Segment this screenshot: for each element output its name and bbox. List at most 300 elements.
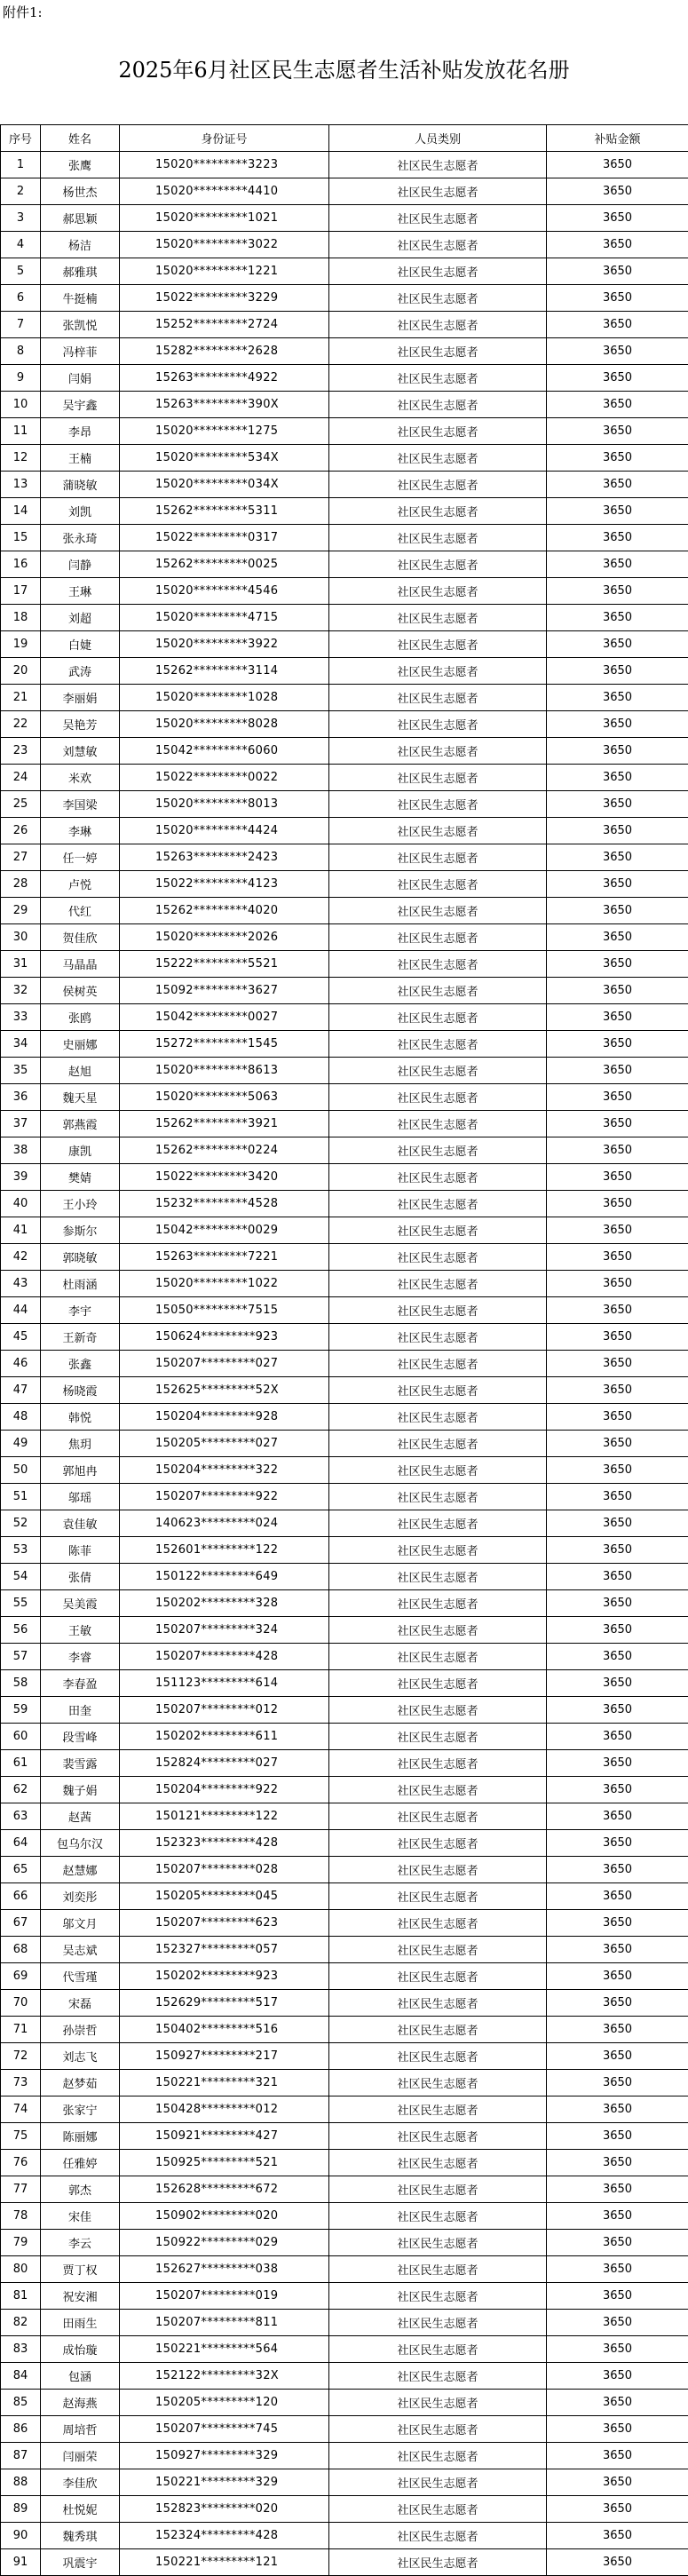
cell-id-number: 150202*********328 (120, 1590, 329, 1617)
cell-name: 魏子娟 (41, 1777, 120, 1803)
cell-id-number: 15022*********3229 (120, 285, 329, 312)
cell-index: 5 (1, 258, 41, 285)
cell-index: 8 (1, 338, 41, 365)
cell-index: 25 (1, 791, 41, 818)
cell-amount: 3650 (547, 1457, 688, 1484)
cell-name: 刘志飞 (41, 2043, 120, 2070)
cell-index: 78 (1, 2203, 41, 2230)
cell-category: 社区民生志愿者 (329, 738, 547, 765)
cell-id-number: 150204*********922 (120, 1777, 329, 1803)
cell-category: 社区民生志愿者 (329, 1351, 547, 1377)
table-row (1, 2549, 688, 2576)
table-row (1, 1883, 688, 1910)
cell-id-number: 150207*********027 (120, 1351, 329, 1377)
header-category: 人员类别 (329, 125, 547, 152)
table-row (1, 1803, 688, 1830)
cell-name: 代红 (41, 898, 120, 924)
cell-name: 宋磊 (41, 1990, 120, 2017)
cell-id-number: 15282*********2628 (120, 338, 329, 365)
cell-amount: 3650 (547, 711, 688, 738)
cell-index: 72 (1, 2043, 41, 2070)
header-amount: 补贴金额 (547, 125, 688, 152)
table-row (1, 871, 688, 898)
cell-id-number: 15262*********0025 (120, 551, 329, 578)
cell-name: 郝雅琪 (41, 258, 120, 285)
cell-index: 67 (1, 1910, 41, 1937)
cell-index: 4 (1, 232, 41, 258)
cell-amount: 3650 (547, 978, 688, 1004)
cell-name: 李宇 (41, 1297, 120, 1324)
table-row (1, 2443, 688, 2469)
cell-amount: 3650 (547, 445, 688, 472)
cell-category: 社区民生志愿者 (329, 2416, 547, 2443)
table-row (1, 1351, 688, 1377)
table-row (1, 2123, 688, 2150)
cell-amount: 3650 (547, 551, 688, 578)
cell-index: 44 (1, 1297, 41, 1324)
cell-amount: 3650 (547, 2203, 688, 2230)
cell-category: 社区民生志愿者 (329, 898, 547, 924)
cell-id-number: 15020*********034X (120, 472, 329, 498)
cell-id-number: 15020*********3223 (120, 152, 329, 178)
cell-id-number: 15020*********2026 (120, 924, 329, 951)
cell-name: 成怡璇 (41, 2336, 120, 2363)
cell-index: 48 (1, 1404, 41, 1431)
cell-id-number: 150207*********745 (120, 2416, 329, 2443)
cell-index: 89 (1, 2496, 41, 2523)
cell-category: 社区民生志愿者 (329, 1670, 547, 1697)
cell-index: 54 (1, 1564, 41, 1590)
cell-name: 马晶晶 (41, 951, 120, 978)
cell-id-number: 15042*********0027 (120, 1004, 329, 1031)
cell-category: 社区民生志愿者 (329, 1431, 547, 1457)
table-row (1, 2256, 688, 2283)
cell-name: 陈丽娜 (41, 2123, 120, 2150)
cell-index: 1 (1, 152, 41, 178)
cell-index: 2 (1, 178, 41, 205)
cell-id-number: 15020*********4424 (120, 818, 329, 844)
cell-name: 吴艳芳 (41, 711, 120, 738)
cell-name: 郭晓敏 (41, 1244, 120, 1271)
cell-index: 66 (1, 1883, 41, 1910)
cell-index: 37 (1, 1111, 41, 1137)
cell-amount: 3650 (547, 871, 688, 898)
cell-index: 74 (1, 2096, 41, 2123)
cell-category: 社区民生志愿者 (329, 2523, 547, 2549)
cell-amount: 3650 (547, 205, 688, 232)
cell-amount: 3650 (547, 338, 688, 365)
cell-name: 王琳 (41, 578, 120, 605)
cell-amount: 3650 (547, 2176, 688, 2203)
cell-name: 赵茜 (41, 1803, 120, 1830)
cell-id-number: 15263*********390X (120, 392, 329, 418)
table-row (1, 1404, 688, 1431)
table-row (1, 1537, 688, 1564)
cell-index: 68 (1, 1937, 41, 1963)
cell-category: 社区民生志愿者 (329, 1937, 547, 1963)
cell-category: 社区民生志愿者 (329, 152, 547, 178)
cell-category: 社区民生志愿者 (329, 1963, 547, 1990)
cell-id-number: 150902*********020 (120, 2203, 329, 2230)
table-row (1, 1058, 688, 1084)
cell-name: 陈菲 (41, 1537, 120, 1564)
table-row (1, 2150, 688, 2176)
cell-id-number: 15020*********1022 (120, 1271, 329, 1297)
cell-category: 社区民生志愿者 (329, 2150, 547, 2176)
cell-index: 61 (1, 1750, 41, 1777)
table-row (1, 1004, 688, 1031)
cell-name: 赵海燕 (41, 2390, 120, 2416)
cell-amount: 3650 (547, 525, 688, 551)
cell-id-number: 15020*********3022 (120, 232, 329, 258)
cell-id-number: 15020*********1021 (120, 205, 329, 232)
cell-index: 19 (1, 631, 41, 658)
table-row (1, 2043, 688, 2070)
table-row (1, 1750, 688, 1777)
cell-name: 闫静 (41, 551, 120, 578)
cell-id-number: 150207*********028 (120, 1857, 329, 1883)
cell-amount: 3650 (547, 1164, 688, 1191)
cell-amount: 3650 (547, 2469, 688, 2496)
cell-category: 社区民生志愿者 (329, 365, 547, 392)
table-header-row (1, 125, 688, 152)
cell-amount: 3650 (547, 2043, 688, 2070)
table-row (1, 551, 688, 578)
cell-category: 社区民生志愿者 (329, 392, 547, 418)
cell-name: 张凯悦 (41, 312, 120, 338)
cell-name: 康凯 (41, 1137, 120, 1164)
cell-id-number: 15262*********4020 (120, 898, 329, 924)
cell-amount: 3650 (547, 1431, 688, 1457)
cell-index: 69 (1, 1963, 41, 1990)
cell-id-number: 15042*********0029 (120, 1217, 329, 1244)
cell-amount: 3650 (547, 2283, 688, 2310)
cell-amount: 3650 (547, 285, 688, 312)
cell-amount: 3650 (547, 365, 688, 392)
cell-id-number: 15263*********7221 (120, 1244, 329, 1271)
cell-category: 社区民生志愿者 (329, 1830, 547, 1857)
cell-index: 77 (1, 2176, 41, 2203)
cell-index: 79 (1, 2230, 41, 2256)
cell-amount: 3650 (547, 1244, 688, 1271)
cell-name: 段雪峰 (41, 1724, 120, 1750)
table-row (1, 844, 688, 871)
cell-id-number: 152823*********020 (120, 2496, 329, 2523)
table-row (1, 1457, 688, 1484)
cell-amount: 3650 (547, 2123, 688, 2150)
cell-name: 贾丁权 (41, 2256, 120, 2283)
cell-id-number: 152824*********027 (120, 1750, 329, 1777)
cell-name: 巩震宇 (41, 2549, 120, 2576)
cell-amount: 3650 (547, 2310, 688, 2336)
cell-category: 社区民生志愿者 (329, 1724, 547, 1750)
cell-index: 9 (1, 365, 41, 392)
table-row (1, 445, 688, 472)
table-row (1, 631, 688, 658)
table-row (1, 791, 688, 818)
cell-index: 85 (1, 2390, 41, 2416)
table-row (1, 1084, 688, 1111)
cell-amount: 3650 (547, 2096, 688, 2123)
cell-index: 17 (1, 578, 41, 605)
cell-index: 47 (1, 1377, 41, 1404)
cell-category: 社区民生志愿者 (329, 1377, 547, 1404)
cell-name: 吴志斌 (41, 1937, 120, 1963)
cell-id-number: 15222*********5521 (120, 951, 329, 978)
cell-id-number: 152628*********672 (120, 2176, 329, 2203)
cell-index: 56 (1, 1617, 41, 1644)
cell-category: 社区民生志愿者 (329, 498, 547, 525)
cell-id-number: 150221*********564 (120, 2336, 329, 2363)
cell-id-number: 150927*********217 (120, 2043, 329, 2070)
cell-category: 社区民生志愿者 (329, 338, 547, 365)
cell-id-number: 150205*********120 (120, 2390, 329, 2416)
cell-category: 社区民生志愿者 (329, 2043, 547, 2070)
cell-name: 邬文月 (41, 1910, 120, 1937)
cell-index: 33 (1, 1004, 41, 1031)
cell-id-number: 150207*********428 (120, 1644, 329, 1670)
cell-amount: 3650 (547, 1004, 688, 1031)
cell-index: 86 (1, 2416, 41, 2443)
cell-index: 32 (1, 978, 41, 1004)
table-row (1, 685, 688, 711)
cell-index: 27 (1, 844, 41, 871)
cell-amount: 3650 (547, 1883, 688, 1910)
table-row (1, 338, 688, 365)
cell-category: 社区民生志愿者 (329, 1750, 547, 1777)
cell-name: 杨洁 (41, 232, 120, 258)
cell-id-number: 152625*********52X (120, 1377, 329, 1404)
cell-id-number: 15020*********4546 (120, 578, 329, 605)
cell-category: 社区民生志愿者 (329, 1191, 547, 1217)
cell-amount: 3650 (547, 1271, 688, 1297)
cell-name: 樊婧 (41, 1164, 120, 1191)
cell-name: 周培哲 (41, 2416, 120, 2443)
cell-amount: 3650 (547, 818, 688, 844)
cell-index: 83 (1, 2336, 41, 2363)
cell-amount: 3650 (547, 1377, 688, 1404)
cell-name: 代雪瑾 (41, 1963, 120, 1990)
cell-index: 20 (1, 658, 41, 685)
cell-id-number: 15022*********0022 (120, 765, 329, 791)
cell-category: 社区民生志愿者 (329, 1271, 547, 1297)
table-row (1, 232, 688, 258)
cell-index: 6 (1, 285, 41, 312)
cell-id-number: 140623*********024 (120, 1510, 329, 1537)
cell-index: 12 (1, 445, 41, 472)
table-row (1, 1244, 688, 1271)
cell-category: 社区民生志愿者 (329, 711, 547, 738)
cell-id-number: 150207*********811 (120, 2310, 329, 2336)
cell-id-number: 15022*********0317 (120, 525, 329, 551)
cell-category: 社区民生志愿者 (329, 178, 547, 205)
cell-amount: 3650 (547, 2443, 688, 2469)
table-row (1, 2496, 688, 2523)
cell-index: 76 (1, 2150, 41, 2176)
cell-index: 58 (1, 1670, 41, 1697)
cell-index: 81 (1, 2283, 41, 2310)
cell-index: 57 (1, 1644, 41, 1670)
cell-index: 14 (1, 498, 41, 525)
cell-name: 冯梓菲 (41, 338, 120, 365)
cell-id-number: 150122*********649 (120, 1564, 329, 1590)
cell-index: 16 (1, 551, 41, 578)
cell-category: 社区民生志愿者 (329, 658, 547, 685)
table-row (1, 2390, 688, 2416)
table-row (1, 205, 688, 232)
table-row (1, 1990, 688, 2017)
cell-name: 郭杰 (41, 2176, 120, 2203)
cell-amount: 3650 (547, 2549, 688, 2576)
table-row (1, 392, 688, 418)
cell-amount: 3650 (547, 258, 688, 285)
cell-amount: 3650 (547, 1564, 688, 1590)
cell-name: 牛挺楠 (41, 285, 120, 312)
cell-category: 社区民生志愿者 (329, 2230, 547, 2256)
cell-category: 社区民生志愿者 (329, 1217, 547, 1244)
cell-id-number: 15020*********1221 (120, 258, 329, 285)
cell-amount: 3650 (547, 1724, 688, 1750)
table-row (1, 1777, 688, 1803)
cell-amount: 3650 (547, 658, 688, 685)
cell-amount: 3650 (547, 1404, 688, 1431)
cell-amount: 3650 (547, 1857, 688, 1883)
cell-amount: 3650 (547, 1750, 688, 1777)
cell-name: 任一婷 (41, 844, 120, 871)
cell-amount: 3650 (547, 1484, 688, 1510)
cell-name: 白婕 (41, 631, 120, 658)
cell-category: 社区民生志愿者 (329, 1137, 547, 1164)
cell-id-number: 152327*********057 (120, 1937, 329, 1963)
cell-category: 社区民生志愿者 (329, 1644, 547, 1670)
cell-amount: 3650 (547, 312, 688, 338)
cell-id-number: 150202*********611 (120, 1724, 329, 1750)
table-row (1, 1324, 688, 1351)
table-row (1, 1564, 688, 1590)
cell-index: 55 (1, 1590, 41, 1617)
cell-id-number: 152629*********517 (120, 1990, 329, 2017)
cell-category: 社区民生志愿者 (329, 1537, 547, 1564)
cell-category: 社区民生志愿者 (329, 685, 547, 711)
cell-amount: 3650 (547, 1697, 688, 1724)
cell-category: 社区民生志愿者 (329, 1777, 547, 1803)
table-row (1, 1191, 688, 1217)
cell-index: 90 (1, 2523, 41, 2549)
cell-category: 社区民生志愿者 (329, 1697, 547, 1724)
cell-amount: 3650 (547, 2523, 688, 2549)
cell-name: 魏秀琪 (41, 2523, 120, 2549)
cell-amount: 3650 (547, 738, 688, 765)
cell-category: 社区民生志愿者 (329, 258, 547, 285)
table-row (1, 2310, 688, 2336)
cell-id-number: 15020*********534X (120, 445, 329, 472)
cell-amount: 3650 (547, 2256, 688, 2283)
cell-name: 蒲晓敏 (41, 472, 120, 498)
cell-category: 社区民生志愿者 (329, 1164, 547, 1191)
cell-category: 社区民生志愿者 (329, 445, 547, 472)
table-row (1, 498, 688, 525)
cell-index: 39 (1, 1164, 41, 1191)
cell-id-number: 150204*********322 (120, 1457, 329, 1484)
cell-name: 王敏 (41, 1617, 120, 1644)
cell-index: 50 (1, 1457, 41, 1484)
cell-amount: 3650 (547, 1031, 688, 1058)
cell-index: 63 (1, 1803, 41, 1830)
table-row (1, 1271, 688, 1297)
cell-name: 张家宁 (41, 2096, 120, 2123)
cell-name: 参斯尔 (41, 1217, 120, 1244)
cell-index: 59 (1, 1697, 41, 1724)
cell-name: 焦玥 (41, 1431, 120, 1457)
attachment-label: 附件1: (3, 4, 43, 20)
cell-name: 王新奇 (41, 1324, 120, 1351)
cell-index: 49 (1, 1431, 41, 1457)
cell-id-number: 15263*********4922 (120, 365, 329, 392)
cell-category: 社区民生志愿者 (329, 1084, 547, 1111)
cell-amount: 3650 (547, 1803, 688, 1830)
cell-name: 米欢 (41, 765, 120, 791)
cell-name: 杨晓霞 (41, 1377, 120, 1404)
cell-index: 71 (1, 2017, 41, 2043)
cell-name: 张鹰 (41, 152, 120, 178)
cell-index: 36 (1, 1084, 41, 1111)
table-row (1, 1724, 688, 1750)
cell-category: 社区民生志愿者 (329, 2176, 547, 2203)
cell-amount: 3650 (547, 178, 688, 205)
table-row (1, 258, 688, 285)
cell-amount: 3650 (547, 1617, 688, 1644)
cell-amount: 3650 (547, 2390, 688, 2416)
table-row (1, 2096, 688, 2123)
cell-amount: 3650 (547, 1137, 688, 1164)
cell-category: 社区民生志愿者 (329, 1590, 547, 1617)
cell-index: 40 (1, 1191, 41, 1217)
table-row (1, 312, 688, 338)
cell-amount: 3650 (547, 2230, 688, 2256)
cell-index: 29 (1, 898, 41, 924)
cell-amount: 3650 (547, 1297, 688, 1324)
table-row (1, 2363, 688, 2390)
cell-name: 闫娟 (41, 365, 120, 392)
cell-name: 李昂 (41, 418, 120, 445)
cell-category: 社区民生志愿者 (329, 2336, 547, 2363)
cell-amount: 3650 (547, 1937, 688, 1963)
cell-amount: 3650 (547, 498, 688, 525)
cell-index: 23 (1, 738, 41, 765)
cell-category: 社区民生志愿者 (329, 1058, 547, 1084)
cell-name: 郭燕霞 (41, 1111, 120, 1137)
cell-id-number: 15232*********4528 (120, 1191, 329, 1217)
cell-id-number: 15252*********2724 (120, 312, 329, 338)
cell-index: 34 (1, 1031, 41, 1058)
cell-amount: 3650 (547, 1351, 688, 1377)
cell-category: 社区民生志愿者 (329, 2443, 547, 2469)
cell-name: 李春盈 (41, 1670, 120, 1697)
cell-name: 郭旭冉 (41, 1457, 120, 1484)
cell-name: 张倩 (41, 1564, 120, 1590)
cell-name: 赵旭 (41, 1058, 120, 1084)
table-row (1, 2176, 688, 2203)
table-row (1, 1297, 688, 1324)
cell-amount: 3650 (547, 1910, 688, 1937)
cell-category: 社区民生志愿者 (329, 1457, 547, 1484)
cell-index: 21 (1, 685, 41, 711)
cell-index: 28 (1, 871, 41, 898)
cell-id-number: 15263*********2423 (120, 844, 329, 871)
cell-id-number: 152601*********122 (120, 1537, 329, 1564)
cell-name: 王小玲 (41, 1191, 120, 1217)
cell-category: 社区民生志愿者 (329, 578, 547, 605)
